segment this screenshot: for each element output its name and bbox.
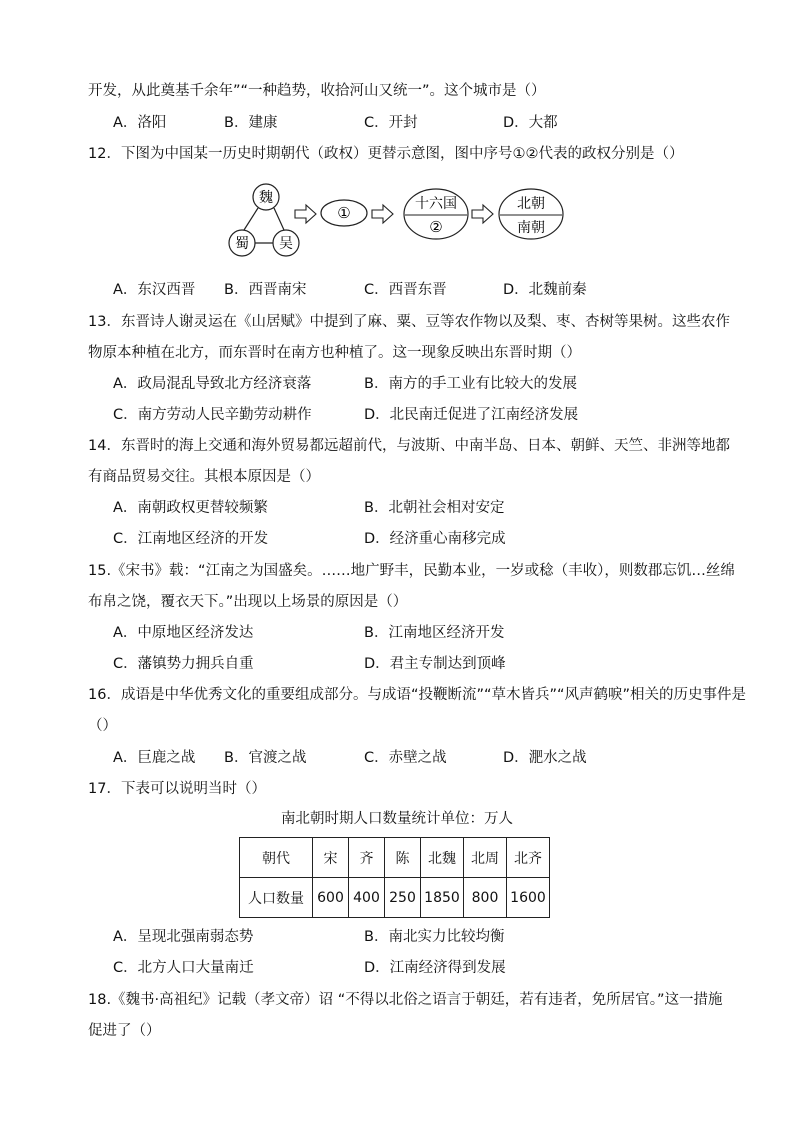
wu-label: 吴 <box>279 236 293 252</box>
q12-option-c[interactable]: C．西晋东晋 <box>364 282 447 298</box>
q15-option-d[interactable]: D．君主专制达到顶峰 <box>364 656 506 672</box>
q13-option-d[interactable]: D．北民南迁促进了江南经济发展 <box>364 407 579 423</box>
q11-option-b[interactable]: B．建康 <box>224 115 278 131</box>
q17-option-a[interactable]: A．呈现北强南弱态势 <box>113 929 254 945</box>
dynasty-succession-diagram <box>226 177 576 265</box>
q14-option-d[interactable]: D．经济重心南移完成 <box>364 531 506 547</box>
q12-option-a[interactable]: A．东汉西晋 <box>113 282 196 298</box>
q15-option-c[interactable]: C．藩镇势力拥兵自重 <box>113 656 254 672</box>
q14-stem-line1: 14．东晋时的海上交通和海外贸易都远超前代，与波斯、中南半岛、日本、朝鲜、天竺、非洲等地都 <box>88 438 730 454</box>
population-table <box>239 837 550 918</box>
regime-two-label: ② <box>429 218 443 236</box>
table-cell: 齐 <box>349 838 385 878</box>
q15-stem-line1: 15.《宋书》载：“江南之为国盛矣。……地广野丰，民勤本业，一岁或稔（丰收），则数郡忘饥…丝绵 <box>88 563 735 579</box>
table-caption: 南北朝时期人口数量统计单位：万人 <box>281 811 513 827</box>
table-cell: 人口数量 <box>240 878 313 918</box>
table-cell: 朝代 <box>240 838 313 878</box>
arrow-right-icon <box>372 205 393 223</box>
q13-stem-line2: 物原本种植在北方，而东晋时在南方也种植了。这一现象反映出东晋时期（） <box>88 345 581 361</box>
arrow-right-icon <box>295 205 316 223</box>
table-cell: 800 <box>464 878 507 918</box>
q16-option-d[interactable]: D．淝水之战 <box>503 750 587 766</box>
sixteen-kingdoms-label: 十六国 <box>415 196 457 212</box>
q11-stem-tail: 开发，从此奠基千余年”“一种趋势，收拾河山又统一”。这个城市是（） <box>88 83 546 99</box>
q15-option-a[interactable]: A．中原地区经济发达 <box>113 625 254 641</box>
table-cell: 1850 <box>421 878 464 918</box>
q12-option-d[interactable]: D．北魏前秦 <box>503 282 587 298</box>
q17-option-d[interactable]: D．江南经济得到发展 <box>364 960 506 976</box>
q12-option-b[interactable]: B．西晋南宋 <box>224 282 307 298</box>
q17-option-c[interactable]: C．北方人口大量南迁 <box>113 960 254 976</box>
table-cell: 北齐 <box>507 838 550 878</box>
q14-option-a[interactable]: A．南朝政权更替较频繁 <box>113 500 268 516</box>
table-cell: 宋 <box>313 838 349 878</box>
q15-option-b[interactable]: B．江南地区经济开发 <box>364 625 505 641</box>
table-cell: 北魏 <box>421 838 464 878</box>
q17-stem: 17．下表可以说明当时（） <box>88 781 266 797</box>
shu-label: 蜀 <box>235 236 249 252</box>
q18-stem-line1: 18.《魏书·高祖纪》记载（孝文帝）诏 “不得以北俗之语言于朝廷，若有违者，免所居官。”这一措施 <box>88 992 723 1008</box>
q17-option-b[interactable]: B．南北实力比较均衡 <box>364 929 505 945</box>
table-cell: 1600 <box>507 878 550 918</box>
q11-option-c[interactable]: C．开封 <box>364 115 418 131</box>
q16-option-c[interactable]: C．赤壁之战 <box>364 750 447 766</box>
q12-stem: 12．下图为中国某一历史时期朝代（政权）更替示意图，图中序号①②代表的政权分别是（） <box>88 146 684 162</box>
q11-option-a[interactable]: A．洛阳 <box>113 115 167 131</box>
table-cell: 600 <box>313 878 349 918</box>
q14-stem-line2: 有商品贸易交往。其根本原因是（） <box>88 469 320 485</box>
wei-label: 魏 <box>259 190 273 206</box>
q14-option-c[interactable]: C．江南地区经济的开发 <box>113 531 269 547</box>
southern-dynasties-label: 南朝 <box>517 220 545 236</box>
table-header-row <box>240 838 550 878</box>
q15-stem-line2: 布帛之饶，覆衣天下。”出现以上场景的原因是（） <box>88 594 408 610</box>
arrow-right-icon <box>472 205 493 223</box>
table-cell: 陈 <box>385 838 421 878</box>
q11-option-d[interactable]: D．大都 <box>503 115 558 131</box>
q14-option-b[interactable]: B．北朝社会相对安定 <box>364 500 505 516</box>
table-cell: 北周 <box>464 838 507 878</box>
table-cell: 250 <box>385 878 421 918</box>
q16-stem-line2: （） <box>88 718 117 734</box>
q13-option-c[interactable]: C．南方劳动人民辛勤劳动耕作 <box>113 407 312 423</box>
regime-one-label: ① <box>337 204 351 222</box>
q13-option-b[interactable]: B．南方的手工业有比较大的发展 <box>364 376 577 392</box>
q18-stem-line2: 促进了（） <box>88 1023 161 1039</box>
q13-stem-line1: 13．东晋诗人谢灵运在《山居赋》中提到了麻、粟、豆等农作物以及梨、枣、杏树等果树。这些农作 <box>88 314 730 330</box>
table-cell: 400 <box>349 878 385 918</box>
q13-option-a[interactable]: A．政局混乱导致北方经济衰落 <box>113 376 312 392</box>
table-row <box>240 878 550 918</box>
q16-option-b[interactable]: B．官渡之战 <box>224 750 307 766</box>
q16-stem-line1: 16．成语是中华优秀文化的重要组成部分。与成语“投鞭断流”“草木皆兵”“风声鹤唳”相关的历史事件是 <box>88 687 747 703</box>
northern-dynasties-label: 北朝 <box>517 196 545 212</box>
q16-option-a[interactable]: A．巨鹿之战 <box>113 750 196 766</box>
